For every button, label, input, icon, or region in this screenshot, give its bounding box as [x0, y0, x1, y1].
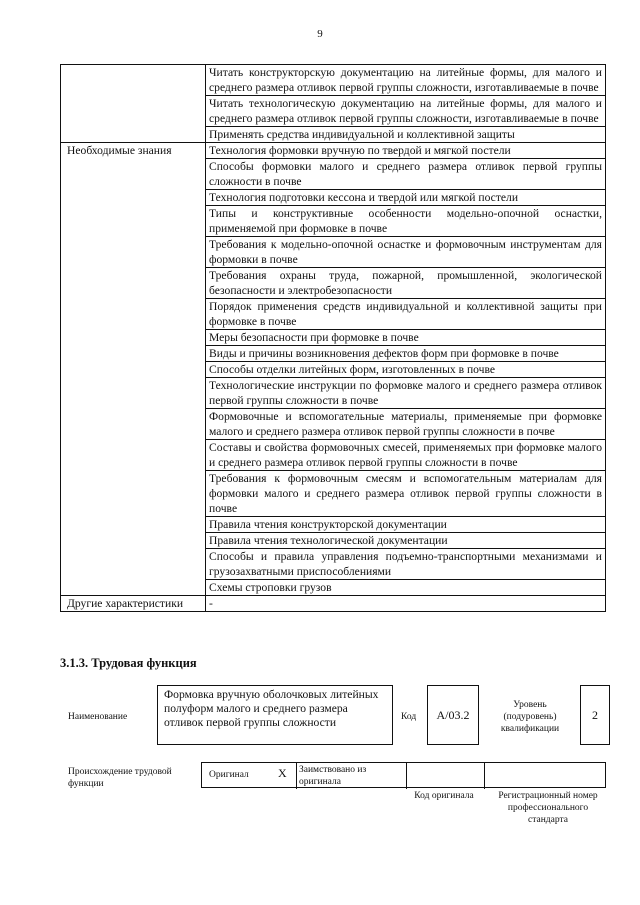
table-row: [61, 440, 606, 471]
row-label: Необходимые знания: [61, 143, 206, 159]
row-label: [61, 159, 206, 190]
row-label: [61, 517, 206, 533]
table-row: [61, 190, 606, 206]
table-row: [61, 268, 606, 299]
row-label: [61, 237, 206, 268]
table-row: [61, 471, 606, 517]
row-label: [61, 378, 206, 409]
row-text: Технология подготовки кессона и твердой или мягкой постели: [206, 190, 606, 206]
table-row: [61, 378, 606, 409]
row-text: Способы формовки малого и среднего размера отливок первой группы сложности в почве: [206, 159, 606, 190]
row-text: Читать технологическую документацию на литейные формы, для малого и среднего размера отливок первой группы сложности, изготавливаемые в почве: [206, 96, 606, 127]
row-text: Формовочные и вспомогательные материалы, применяемые при формовке малого и среднего размера отливок первой группы сложности в почве: [206, 409, 606, 440]
row-label: [61, 206, 206, 237]
skills-table: [60, 64, 606, 612]
table-row: [61, 409, 606, 440]
row-text: Читать конструкторскую документацию на литейные формы, для малого и среднего размера отливок первой группы сложности, изготавливаемые в почве: [206, 65, 606, 96]
row-text: Схемы строповки грузов: [206, 580, 606, 596]
code-original-caption: Код оригинала: [414, 791, 474, 801]
row-text: Требования охраны труда, пожарной, промышленной, экологической безопасности и электробезопасности: [206, 268, 606, 299]
row-text: Типы и конструктивные особенности модельно-опочной оснастки, применяемой при формовке в почве: [206, 206, 606, 237]
table-row: [61, 580, 606, 596]
function-name-box: [157, 685, 393, 745]
level-label: Уровень (подуровень) квалификации: [500, 700, 560, 734]
table-row: [61, 159, 606, 190]
row-label: [61, 440, 206, 471]
row-text: Требования к формовочным смесям и вспомогательным материалам для формовки малого и среднего размера отливок первой группы сложности в почве: [206, 471, 606, 517]
row-text: Меры безопасности при формовке в почве: [206, 330, 606, 346]
table-row: [61, 237, 606, 268]
row-label: [61, 409, 206, 440]
level-value-box: [580, 685, 610, 745]
table-row: [61, 362, 606, 378]
row-text: -: [206, 596, 606, 612]
row-label: [61, 362, 206, 378]
borrowed-label: Заимствовано из оригинала: [299, 765, 367, 787]
row-label: [61, 346, 206, 362]
row-label: [61, 96, 206, 127]
table-row: [61, 127, 606, 143]
table-row: [61, 346, 606, 362]
original-mark: X: [278, 766, 287, 780]
table-row: [61, 533, 606, 549]
row-text: Виды и причины возникновения дефектов форм при формовке в почве: [206, 346, 606, 362]
original-label: Оригинал: [209, 770, 249, 780]
row-label: [61, 549, 206, 580]
row-text: Способы и правила управления подъемно-транспортными механизмами и грузозахватными приспособлениями: [206, 549, 606, 580]
table-row: [61, 96, 606, 127]
row-text: Применять средства индивидуальной и коллективной защиты: [206, 127, 606, 143]
origin-label: Происхождение трудовой функции: [68, 767, 172, 789]
page-number: 9: [317, 28, 323, 40]
row-label: [61, 533, 206, 549]
code-label: Код: [401, 712, 417, 722]
row-label: [61, 190, 206, 206]
name-label: Наименование: [68, 712, 128, 722]
row-label: [61, 330, 206, 346]
code-value: А/03.2: [436, 707, 470, 722]
row-label: [61, 471, 206, 517]
row-label: Другие характеристики: [61, 596, 206, 612]
table-row: [61, 330, 606, 346]
row-text: Технология формовки вручную по твердой и мягкой постели: [206, 143, 606, 159]
reg-number-caption: Регистрационный номер профессионального стандарта: [498, 791, 598, 825]
row-label: [61, 268, 206, 299]
section-title: 3.1.3. Трудовая функция: [60, 656, 197, 670]
row-text: Порядок применения средств индивидуальной и коллективной защиты при формовке в почве: [206, 299, 606, 330]
function-name-value: Формовка вручную оболочковых литейных полуформ малого и среднего размера отливок первой группы сложности: [164, 688, 379, 729]
row-text: Правила чтения технологической документации: [206, 533, 606, 549]
level-value: 2: [592, 707, 598, 722]
table-row: [61, 517, 606, 533]
row-label: [61, 65, 206, 96]
row-text: Правила чтения конструкторской документации: [206, 517, 606, 533]
table-row: [61, 549, 606, 580]
row-label: [61, 127, 206, 143]
table-row: [61, 143, 606, 159]
table-row: [61, 299, 606, 330]
row-text: Составы и свойства формовочных смесей, применяемых при формовке малого и среднего размера отливок первой группы сложности в почве: [206, 440, 606, 471]
code-value-box: [427, 685, 479, 745]
row-text: Требования к модельно-опочной оснастке и формовочным инструментам для формовки в почве: [206, 237, 606, 268]
row-label: [61, 299, 206, 330]
row-text: Способы отделки литейных форм, изготовленных в почве: [206, 362, 606, 378]
row-text: Технологические инструкции по формовке малого и среднего размера отливок первой группы сложности в почве: [206, 378, 606, 409]
row-label: [61, 580, 206, 596]
table-row: [61, 596, 606, 612]
origin-table: [201, 762, 606, 788]
table-row: [61, 206, 606, 237]
table-row: [61, 65, 606, 96]
